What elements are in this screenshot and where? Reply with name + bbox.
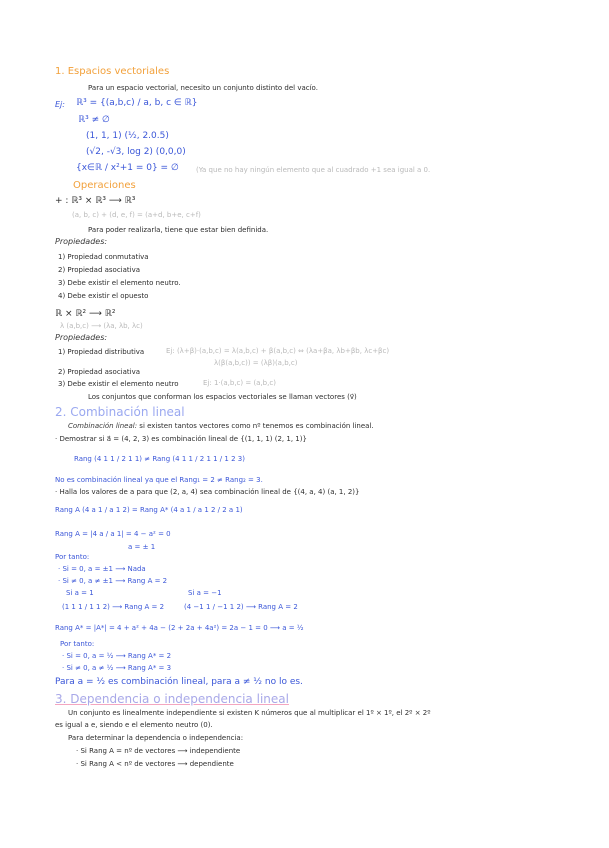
s2-def-head: Combinación lineal: [68,422,138,430]
s1-op1-note: Para poder realizarla, tiene que estar bien definida. [88,226,269,234]
section-2-title: 2. Combinación lineal [55,405,185,419]
s3-bullet-1: · Si Rang A = nº de vectores ⟶ independiente [76,747,241,755]
s2-mat-am1: (4 −1 1 / −1 1 2) ⟶ Rang A = 2 [184,603,298,611]
s3-bullet-2: · Si Rang A < nº de vectores ⟶ dependiente [76,760,234,768]
s3-body2: es igual a e, siendo e el elemento neutro (0). [55,721,213,729]
s2-q1: · Demostrar si a⃗ = (4, 2, 3) es combinación lineal de {(1, 1, 1) (2, 1, 1)} [55,435,307,443]
s1-prop2-1-ex: Ej: (λ+β)·(a,b,c) = λ(a,b,c) + β(a,b,c) ⇔ (λa+βa, λb+βb, λc+βc) [166,347,390,355]
s1-prop-item: 2) Propiedad asociativa [58,266,141,274]
s1-props2-title: Propiedades: [55,333,108,342]
s1-elem2: (√2, -√3, log 2) (0,0,0) [86,147,186,157]
s2-a-val: a = ± 1 [128,543,156,551]
s1-prop2-2: 2) Propiedad asociativa [58,368,141,376]
s1-not-empty: ℝ³ ≠ ∅ [78,115,110,125]
s1-prop2-3-ex: Ej: 1·(a,b,c) = (a,b,c) [203,379,276,387]
s1-prop-item: 4) Debe existir el opuesto [58,292,149,300]
s1-op1: + : ℝ³ × ℝ³ ⟶ ℝ³ [55,196,136,206]
section-3-title: 3. Dependencia o independencia lineal [55,692,289,706]
s1-op2-ex: λ (a,b,c) ⟶ (λa, λb, λc) [60,322,143,330]
s2-case4: · Si ≠ 0, a ≠ ½ ⟶ Rang A* = 3 [62,664,172,672]
s2-rang2: Rang A (4 a 1 / a 1 2) = Rang A* (4 a 1 / a 1 2 / 2 a 1) [55,506,243,514]
s2-case2: · Si ≠ 0, a ≠ ±1 ⟶ Rang A = 2 [58,577,168,585]
s1-prop-item: 1) Propiedad conmutativa [58,253,149,261]
s2-definition [68,422,374,430]
s2-mat-a1: (1 1 1 / 1 1 2) ⟶ Rang A = 2 [62,603,165,611]
s1-intro: Para un espacio vectorial, necesito un conjunto distinto del vacío. [88,84,318,92]
s2-det: Rang A* = |A*| = 4 + a² + 4a − (2 + 2a + 4a²) = 2a − 1 = 0 ⟶ a = ½ [55,624,304,632]
s2-si-am1: Si a = −1 [188,589,222,597]
s1-prop2-1: 1) Propiedad distributiva [58,348,145,356]
s3-body1: Un conjunto es linealmente independiente si existen K números que al multiplicar el 1º × 1º, el 2º × 2º [68,709,431,717]
s1-op2: ℝ × ℝ² ⟶ ℝ² [55,309,116,319]
s1-prop2-3: 3) Debe existir el elemento neutro [58,380,179,388]
s1-empty-set: {x∈ℝ / x²+1 = 0} = ∅ [76,163,179,173]
s2-no-comb: No es combinación lineal ya que el Rang₁ = 2 ≠ Rang₂ = 3. [55,476,263,484]
s2-def-body: si existen tantos vectores como nº tenemos es combinación lineal. [137,422,374,430]
s2-por-tanto: Por tanto: [55,553,90,561]
s2-rangA: Rang A = |4 a / a 1| = 4 − a² = 0 [55,530,171,538]
s2-si-a1: Si a = 1 [66,589,94,597]
s2-case3: · Si = 0, a = ½ ⟶ Rang A* = 2 [62,652,172,660]
s1-elem1: (1, 1, 1) (½, 2.0.5) [86,131,169,141]
s1-prop2-1-ex2: λ(β(a,b,c)) = (λβ)(a,b,c) [214,359,298,367]
s2-por-tanto-2: Por tanto: [60,640,95,648]
s1-props-title: Propiedades: [55,237,108,246]
s1-ops-title: Operaciones [73,180,136,191]
s1-empty-note: (Ya que no hay ningún elemento que al cuadrado +1 sea igual a 0. [196,166,431,174]
section-1-title: 1. Espacios vectoriales [55,66,170,77]
s3-body3: Para determinar la dependencia o independencia: [68,734,244,742]
s1-prop-item: 3) Debe existir el elemento neutro. [58,279,181,287]
s2-rang1: Rang (4 1 1 / 2 1 1) ≠ Rang (4 1 1 / 2 1 1 / 1 2 3) [74,455,245,463]
s1-closing: Los conjuntos que conforman los espacios vectoriales se llaman vectores (v⃗) [88,393,357,401]
s2-conclusion: Para a = ½ es combinación lineal, para a ≠ ½ no lo es. [55,677,303,687]
s1-op1-ex: (a, b, c) + (d, e, f) = (a+d, b+e, c+f) [72,211,201,219]
s2-q2: · Halla los valores de a para que (2, a, 4) sea combinación lineal de {(4, a, 4) (a, 1, 2)} [55,488,360,496]
s2-case1: · Si = 0, a = ±1 ⟶ Nada [58,565,146,573]
s1-ej-set: ℝ³ = {(a,b,c) / a, b, c ∈ ℝ} [76,98,198,108]
s1-ej-label: Ej: [55,100,65,109]
